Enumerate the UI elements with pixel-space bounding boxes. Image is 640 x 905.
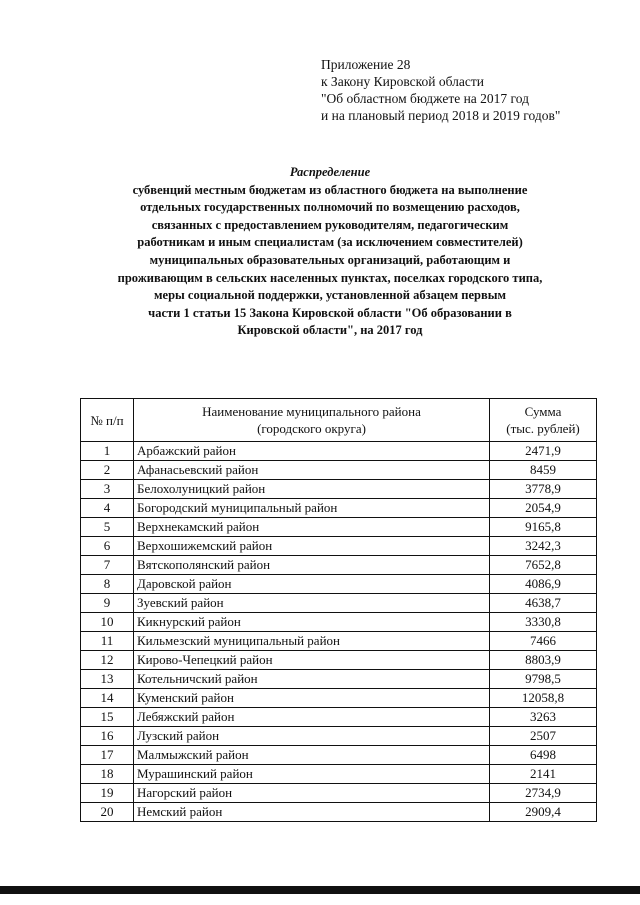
row-amount: 8803,9 (490, 651, 597, 670)
title-line: субвенций местным бюджетам из областного бюджета на выполнение (132, 182, 528, 197)
appendix-line: к Закону Кировской области (321, 74, 485, 89)
header-name (134, 399, 490, 442)
row-district-name: Афанасьевский район (134, 461, 490, 480)
row-amount: 12058,8 (490, 689, 597, 708)
row-amount: 2141 (490, 765, 597, 784)
header-name-line1: Наименование муниципального района (202, 404, 421, 419)
title-line: Кировской области", на 2017 год (237, 323, 423, 338)
row-number: 5 (81, 518, 134, 537)
row-number: 17 (81, 746, 134, 765)
row-amount: 9798,5 (490, 670, 597, 689)
table-row (81, 670, 597, 689)
table-row (81, 746, 597, 765)
table-row (81, 632, 597, 651)
table-row (81, 765, 597, 784)
row-district-name: Нагорский район (134, 784, 490, 803)
row-district-name: Куменский район (134, 689, 490, 708)
row-district-name: Лузский район (134, 727, 490, 746)
row-district-name: Верхнекамский район (134, 518, 490, 537)
title-line: связанных с предоставлением руководителям, педагогическим (151, 217, 509, 232)
table-row (81, 708, 597, 727)
row-number: 15 (81, 708, 134, 727)
row-district-name: Кирово-Чепецкий район (134, 651, 490, 670)
title-line: части 1 статьи 15 Закона Кировской области "Об образовании в (148, 305, 512, 320)
appendix-line: и на плановый период 2018 и 2019 годов" (321, 108, 561, 123)
table-row (81, 613, 597, 632)
table-row (81, 651, 597, 670)
row-amount: 4638,7 (490, 594, 597, 613)
row-number: 20 (81, 803, 134, 822)
row-district-name: Кикнурский район (134, 613, 490, 632)
header-sum-line2: (тыс. рублей) (506, 421, 580, 436)
row-amount: 2507 (490, 727, 597, 746)
row-district-name: Лебяжский район (134, 708, 490, 727)
appendix-line: Приложение 28 (321, 57, 411, 72)
row-number: 2 (81, 461, 134, 480)
row-amount: 2909,4 (490, 803, 597, 822)
table-row (81, 689, 597, 708)
title-line: меры социальной поддержки, установленной абзацем первым (154, 288, 506, 303)
header-num: № п/п (81, 399, 134, 442)
row-amount: 3778,9 (490, 480, 597, 499)
row-district-name: Немский район (134, 803, 490, 822)
row-district-name: Арбажский район (134, 442, 490, 461)
row-amount: 7652,8 (490, 556, 597, 575)
row-district-name: Кильмезский муниципальный район (134, 632, 490, 651)
row-district-name: Богородский муниципальный район (134, 499, 490, 518)
row-district-name: Зуевский район (134, 594, 490, 613)
table-row (81, 499, 597, 518)
table-body (81, 442, 597, 822)
row-number: 4 (81, 499, 134, 518)
row-amount: 9165,8 (490, 518, 597, 537)
row-number: 18 (81, 765, 134, 784)
row-district-name: Верхошижемский район (134, 537, 490, 556)
title-line: проживающим в сельских населенных пунктах, поселках городского типа, (117, 270, 543, 285)
row-district-name: Вятскополянский район (134, 556, 490, 575)
header-name-line2: (городского округа) (257, 421, 366, 436)
row-number: 11 (81, 632, 134, 651)
appendix-header (321, 56, 560, 124)
appendix-line: "Об областном бюджете на 2017 год (321, 91, 529, 106)
table-row (81, 442, 597, 461)
row-number: 8 (81, 575, 134, 594)
table-row (81, 784, 597, 803)
title-line: работникам и иным специалистам (за исключением совместителей) (137, 235, 523, 250)
title-heading: Распределение (289, 165, 371, 179)
row-number: 16 (81, 727, 134, 746)
table-row (81, 803, 597, 822)
subsidy-table (80, 398, 597, 822)
document-title (60, 164, 600, 340)
table-row (81, 461, 597, 480)
title-line: отдельных государственных полномочий по возмещению расходов, (140, 200, 520, 215)
row-amount: 2054,9 (490, 499, 597, 518)
row-district-name: Даровской район (134, 575, 490, 594)
row-amount: 7466 (490, 632, 597, 651)
table-row (81, 575, 597, 594)
table-row (81, 480, 597, 499)
row-district-name: Котельничский район (134, 670, 490, 689)
row-amount: 6498 (490, 746, 597, 765)
table-row (81, 518, 597, 537)
table-row (81, 556, 597, 575)
scan-bottom-bar (0, 886, 640, 894)
row-amount: 2471,9 (490, 442, 597, 461)
row-number: 14 (81, 689, 134, 708)
row-district-name: Белохолуницкий район (134, 480, 490, 499)
title-line: муниципальных образовательных организаций, работающим и (149, 252, 511, 267)
table-header-row (81, 399, 597, 442)
table-row (81, 727, 597, 746)
row-number: 12 (81, 651, 134, 670)
row-district-name: Мурашинский район (134, 765, 490, 784)
row-number: 10 (81, 613, 134, 632)
header-sum-line1: Сумма (524, 404, 562, 419)
header-sum (490, 399, 597, 442)
row-amount: 3330,8 (490, 613, 597, 632)
row-number: 3 (81, 480, 134, 499)
row-amount: 3242,3 (490, 537, 597, 556)
row-amount: 2734,9 (490, 784, 597, 803)
row-number: 13 (81, 670, 134, 689)
row-number: 7 (81, 556, 134, 575)
row-number: 1 (81, 442, 134, 461)
row-district-name: Малмыжский район (134, 746, 490, 765)
row-number: 6 (81, 537, 134, 556)
row-amount: 4086,9 (490, 575, 597, 594)
row-amount: 8459 (490, 461, 597, 480)
row-amount: 3263 (490, 708, 597, 727)
table-row (81, 594, 597, 613)
row-number: 19 (81, 784, 134, 803)
table-row (81, 537, 597, 556)
row-number: 9 (81, 594, 134, 613)
